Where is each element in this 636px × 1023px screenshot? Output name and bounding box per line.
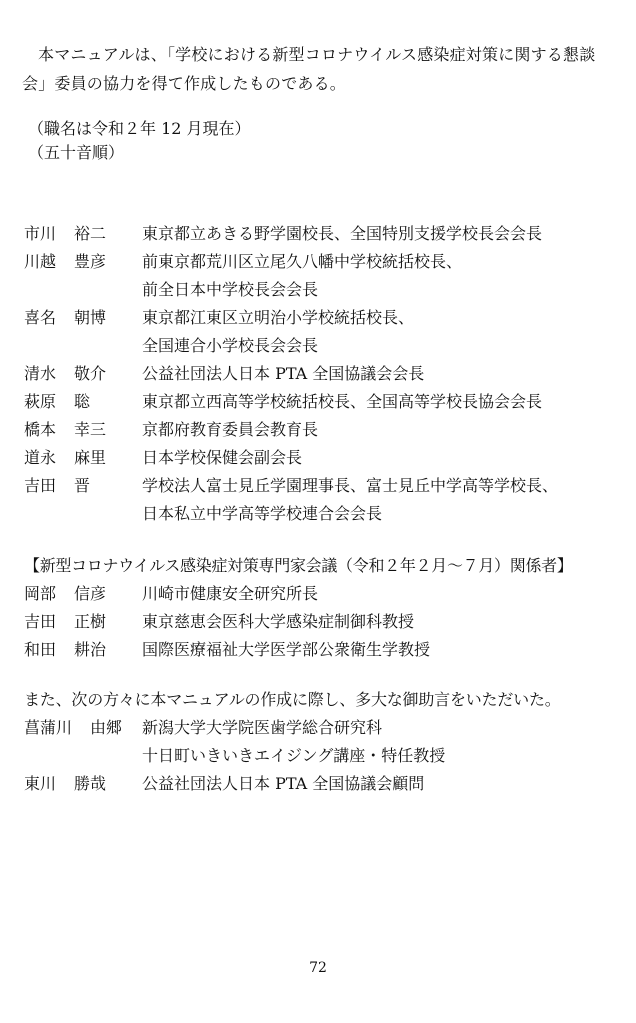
member-row — [24, 304, 624, 360]
member-name — [24, 248, 142, 276]
member-role — [142, 304, 624, 360]
advisor-intro: また、次の方々に本マニュアルの作成に際し、多大な御助言をいただいた。 — [24, 690, 561, 709]
expert-surname: 岡部 — [24, 584, 57, 603]
member-role — [142, 388, 624, 416]
member-surname: 市川 — [24, 224, 57, 243]
member-role-line: 東京都立あきる野学園校長、全国特別支援学校長会会長 — [142, 224, 543, 243]
expert-given-name: 正樹 — [74, 612, 107, 631]
member-role-line: 東京都立西高等学校統括校長、全国高等学校長協会会長 — [142, 392, 543, 411]
member-surname: 吉田 — [24, 476, 57, 495]
expert-role — [142, 580, 624, 608]
member-row — [24, 444, 624, 472]
member-name — [24, 472, 142, 500]
member-row — [24, 248, 624, 304]
advisor-surname: 菖蒲川 — [24, 718, 73, 737]
member-given-name: 晋 — [74, 476, 91, 495]
member-given-name: 豊彦 — [74, 252, 107, 271]
expert-row — [24, 580, 624, 608]
advisor-role-line: 新潟大学大学院医歯学総合研究科 — [142, 718, 383, 737]
member-given-name: 敬介 — [74, 364, 107, 383]
expert-role-line: 川崎市健康安全研究所長 — [142, 584, 319, 603]
advisor-role — [142, 714, 624, 770]
member-surname: 川越 — [24, 252, 57, 271]
member-surname: 道永 — [24, 448, 57, 467]
advisor-row — [24, 770, 624, 798]
member-given-name: 裕二 — [74, 224, 107, 243]
expert-role-line: 国際医療福祉大学医学部公衆衛生学教授 — [142, 640, 431, 659]
member-role — [142, 444, 624, 472]
member-name — [24, 360, 142, 388]
member-surname: 萩原 — [24, 392, 57, 411]
expert-name — [24, 580, 142, 608]
advisor-name — [24, 714, 142, 742]
member-row — [24, 472, 624, 528]
advisor-role-line: 公益社団法人日本 PTA 全国協議会顧問 — [142, 774, 425, 793]
member-role-line: 日本学校保健会副会長 — [142, 448, 303, 467]
page-number: 72 — [309, 960, 327, 976]
member-row — [24, 388, 624, 416]
expert-role — [142, 608, 624, 636]
member-name — [24, 444, 142, 472]
member-role-line: 日本私立中学高等学校連合会会長 — [142, 504, 383, 523]
expert-surname: 吉田 — [24, 612, 57, 631]
advisor-surname: 東川 — [24, 774, 57, 793]
member-list — [24, 220, 624, 528]
expert-given-name: 耕治 — [74, 640, 107, 659]
member-role-line: 全国連合小学校長会会長 — [142, 336, 319, 355]
expert-list — [24, 580, 624, 664]
advisor-given-name: 由郷 — [90, 718, 123, 737]
member-role-line: 公益社団法人日本 PTA 全国協議会会長 — [142, 364, 425, 383]
member-role-line: 前東京都荒川区立尾久八幡中学校統括校長、 — [142, 252, 463, 271]
member-role-line: 学校法人富士見丘学園理事長、富士見丘中学高等学校長、 — [142, 476, 559, 495]
member-surname: 橋本 — [24, 420, 57, 439]
member-name — [24, 388, 142, 416]
member-row — [24, 220, 624, 248]
advisor-role-line: 十日町いきいきエイジング講座・特任教授 — [142, 746, 446, 765]
member-role — [142, 416, 624, 444]
member-name — [24, 304, 142, 332]
member-row — [24, 360, 624, 388]
member-role — [142, 248, 624, 304]
expert-row — [24, 636, 624, 664]
position-date-note: （職名は令和２年 12 月現在） — [28, 119, 251, 138]
expert-name — [24, 636, 142, 664]
expert-role-line: 東京慈恵会医科大学感染症制御科教授 — [142, 612, 415, 631]
expert-name — [24, 608, 142, 636]
expert-row — [24, 608, 624, 636]
advisor-row — [24, 714, 624, 770]
member-row — [24, 416, 624, 444]
member-given-name: 幸三 — [74, 420, 107, 439]
member-role — [142, 472, 624, 528]
member-surname: 清水 — [24, 364, 57, 383]
advisor-list — [24, 714, 624, 798]
member-given-name: 麻里 — [74, 448, 107, 467]
member-given-name: 聡 — [74, 392, 91, 411]
member-surname: 喜名 — [24, 308, 57, 327]
advisor-given-name: 勝哉 — [74, 774, 107, 793]
expert-surname: 和田 — [24, 640, 57, 659]
member-name — [24, 220, 142, 248]
member-role-line: 前全日本中学校長会会長 — [142, 280, 319, 299]
member-role — [142, 220, 624, 248]
member-name — [24, 416, 142, 444]
order-note: （五十音順） — [28, 143, 125, 162]
expert-given-name: 信彦 — [74, 584, 107, 603]
member-given-name: 朝博 — [74, 308, 107, 327]
expert-section-heading: 【新型コロナウイルス感染症対策専門家会議（令和２年２月～７月）関係者】 — [24, 556, 573, 575]
member-role — [142, 360, 624, 388]
member-role-line: 東京都江東区立明治小学校統括校長、 — [142, 308, 415, 327]
intro-paragraph: 本マニュアルは、「学校における新型コロナウイルス感染症対策に関する懇談会」委員の協力を得て作成したものである。 — [22, 45, 596, 93]
advisor-name — [24, 770, 142, 798]
expert-role — [142, 636, 624, 664]
member-role-line: 京都府教育委員会教育長 — [142, 420, 319, 439]
advisor-role — [142, 770, 624, 798]
